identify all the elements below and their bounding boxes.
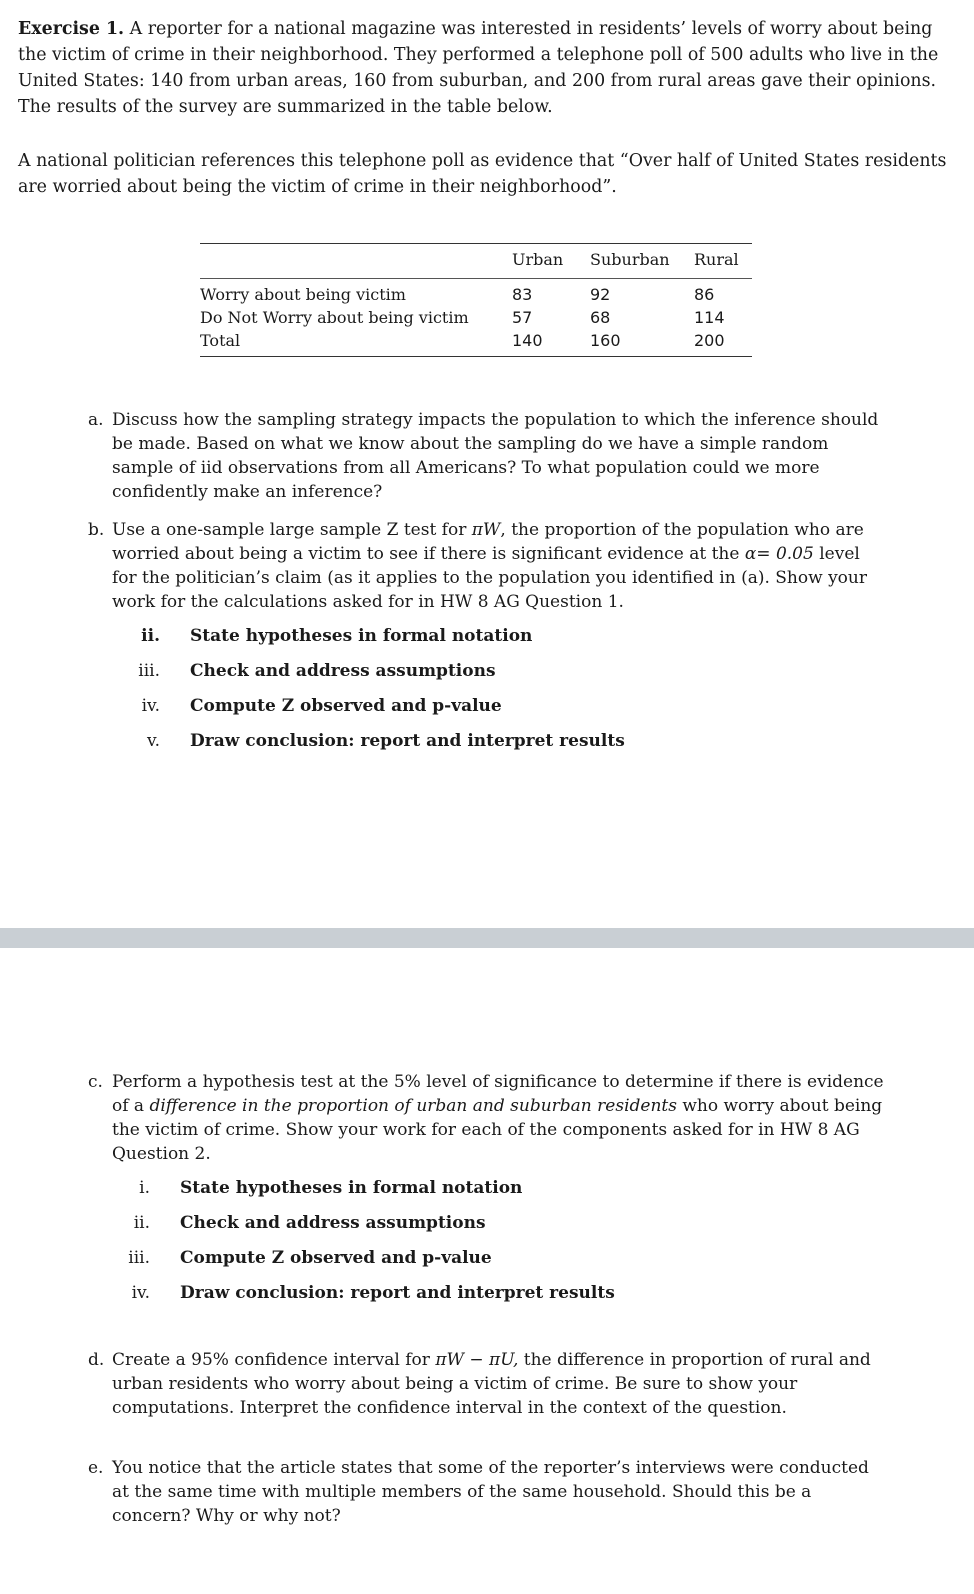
- exercise-label: Exercise 1.: [18, 19, 125, 39]
- table-header-row: [200, 244, 752, 274]
- question-text: Discuss how the sampling strategy impacts the population to which the inference should be made. Based on what we know about the sampling do we have a simple random sample of iid observations from all Americans? To what population could we more confidently make an inference?: [112, 410, 879, 502]
- pi-w-symbol: πW: [471, 520, 501, 540]
- cell-urban: 140: [512, 331, 543, 350]
- intro-paragraph-2: A national politician references this telephone poll as evidence that “Over half of United States residents are worried about being the victim of crime in their neighborhood”.: [18, 151, 947, 197]
- cell-rural: 200: [694, 331, 725, 350]
- step-item: iii. Compute Z observed and p-value: [128, 1248, 492, 1268]
- page-separator: [0, 928, 974, 948]
- row-label: Total: [200, 331, 241, 350]
- step-item: ii. State hypotheses in formal notation: [141, 626, 533, 646]
- step-item: v. Draw conclusion: report and interpret results: [147, 731, 625, 751]
- cell-suburban: 160: [590, 331, 621, 350]
- cell-rural: 114: [694, 308, 725, 327]
- question-c: [88, 1070, 888, 1166]
- question-letter: a.: [88, 410, 104, 430]
- row-label: Do Not Worry about being victim: [200, 308, 469, 327]
- header-suburban: Suburban: [590, 249, 670, 269]
- step-item: i. State hypotheses in formal notation: [139, 1178, 523, 1198]
- table-mid-rule: [200, 278, 752, 279]
- table-bottom-rule: [200, 356, 752, 357]
- cell-suburban: 68: [590, 308, 611, 327]
- question-letter: b.: [88, 520, 105, 540]
- question-letter: d.: [88, 1350, 105, 1370]
- step-item: iv. Draw conclusion: report and interpret results: [131, 1283, 615, 1303]
- question-b: [88, 518, 888, 614]
- cell-suburban: 92: [590, 285, 611, 304]
- question-text: Use a one-sample large sample Z test for πW, the proportion of the population who are worried about being a victim to see if there is significant evidence at the α= 0.05 level for the politician’s claim (as it applies to the population you identified in (a). Show your work for the calculations asked for in HW 8 AG Question 1.: [112, 520, 867, 612]
- table-row: [200, 306, 752, 329]
- header-urban: Urban: [512, 249, 564, 269]
- survey-table: [200, 243, 752, 357]
- alpha-value: α= 0.05: [744, 544, 814, 564]
- question-letter: c.: [88, 1072, 103, 1092]
- question-d: [88, 1348, 918, 1420]
- intro-text-1: A reporter for a national magazine was interested in residents’ levels of worry about being the victim of crime in their neighborhood. They performed a telephone poll of 500 adults who live in the United States: 140 from urban areas, 160 from suburban, and 200 from rural areas gave their opinions. The results of the survey are summarized in the table below.: [18, 19, 939, 117]
- row-label: Worry about being victim: [200, 285, 406, 304]
- cell-rural: 86: [694, 285, 715, 304]
- step-item: iv. Compute Z observed and p-value: [141, 696, 502, 716]
- header-rural: Rural: [694, 249, 739, 269]
- question-letter: e.: [88, 1458, 104, 1478]
- table-row: [200, 283, 752, 306]
- page-bottom: [0, 948, 974, 1594]
- italic-phrase: difference in the proportion of urban and suburban residents: [149, 1096, 677, 1116]
- question-text: Create a 95% confidence interval for πW − πU, the difference in proportion of rural and urban residents who worry about being a victim of crime. Be sure to show your computations. Interpret the confidence interval in the context of the question.: [112, 1350, 871, 1418]
- question-a: [88, 408, 888, 504]
- cell-urban: 83: [512, 285, 533, 304]
- intro-paragraph-1: [18, 16, 953, 120]
- pi-difference-symbol: πW − πU,: [435, 1350, 519, 1370]
- step-item: ii. Check and address assumptions: [133, 1213, 486, 1233]
- cell-urban: 57: [512, 308, 533, 327]
- table-row: [200, 329, 752, 352]
- question-text: Perform a hypothesis test at the 5% level of significance to determine if there is evidence of a difference in the proportion of urban and suburban residents who worry about being the victim of crime. Show your work for each of the components asked for in HW 8 AG Question 2.: [112, 1072, 884, 1164]
- step-item: iii. Check and address assumptions: [138, 661, 496, 681]
- question-text: You notice that the article states that some of the reporter’s interviews were conducted at the same time with multiple members of the same household. Should this be a concern? Why or why not?: [112, 1458, 869, 1526]
- question-e: [88, 1456, 888, 1528]
